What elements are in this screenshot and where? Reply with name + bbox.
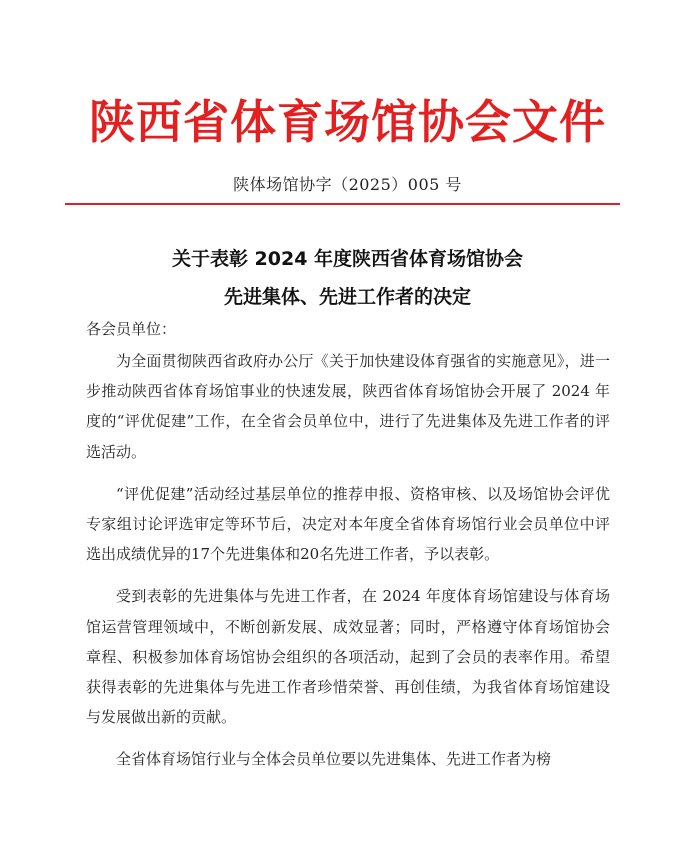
document-title-line-1: 关于表彰 2024 年度陕西省体育场馆协会 xyxy=(171,248,524,270)
document-title-line-2: 先进集体、先进工作者的决定 xyxy=(223,286,471,308)
header-title: 陕西省体育场馆协会文件 xyxy=(89,95,606,149)
document-number: 陕体场馆协字（2025）005 号 xyxy=(233,175,462,194)
body-paragraph: “评优促建”活动经过基层单位的推荐申报、资格审核、以及场馆协会评优专家组讨论评选审定等环节后，决定对本年度全省体育场馆行业会员单位中评选出成绩优异的17个先进集体和20名先进工作者，予以表彰。 xyxy=(86,484,610,564)
document-body xyxy=(86,346,610,787)
body-paragraph: 全省体育场馆行业与全体会员单位要以先进集体、先进工作者为榜 xyxy=(116,750,552,769)
salutation: 各会员单位： xyxy=(86,320,177,338)
red-divider xyxy=(65,203,620,205)
body-paragraph: 受到表彰的先进集体与先进工作者，在 2024 年度体育场馆建设与体育场馆运营管理领域中，不断创新发展、成效显著；同时，严格遵守体育场馆协会章程、积极参加体育场馆协会组织的各项活动，起到了会员的表率作用。希望获得表彰的先进集体与先进工作者珍惜荣誉、再创佳绩，为我省体育场馆建设与发展做出新的贡献。 xyxy=(86,587,610,727)
body-paragraph: 为全面贯彻陕西省政府办公厅《关于加快建设体育强省的实施意见》，进一步推动陕西省体育场馆事业的快速发展，陕西省体育场馆协会开展了 2024 年度的“评优促建”工作，在全省会员单位中，进行了先进集体及先进工作者的评选活动。 xyxy=(86,352,610,461)
